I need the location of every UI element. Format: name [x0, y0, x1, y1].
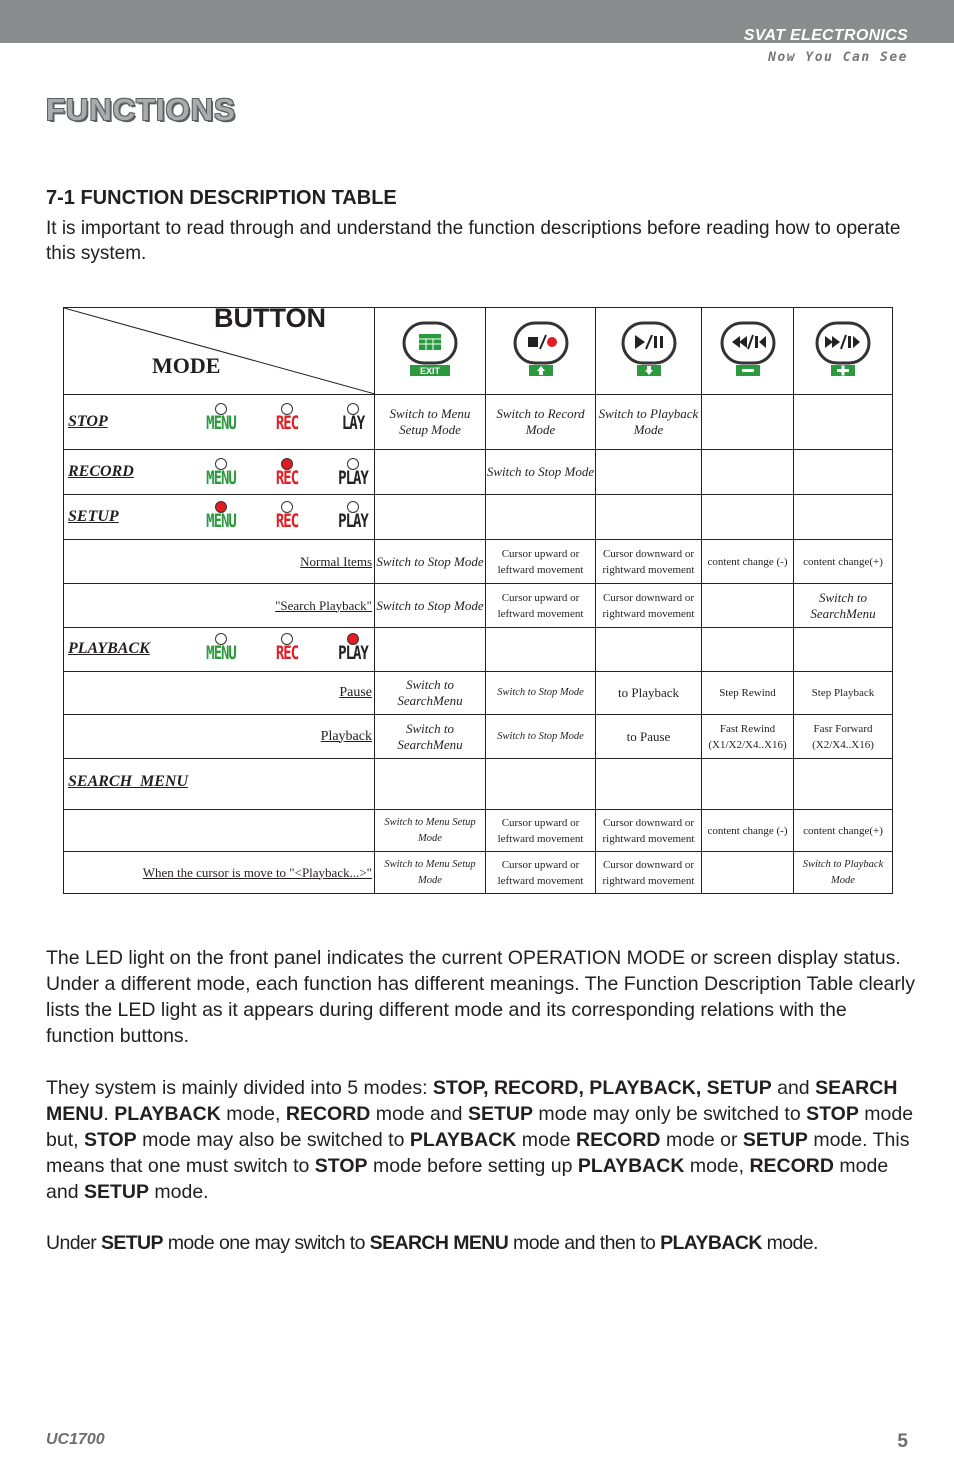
playback-mode-name: PLAYBACK [68, 640, 150, 657]
table-header-row [64, 308, 893, 395]
section-title: 7-1 FUNCTION DESCRIPTION TABLE [46, 187, 397, 209]
p2-run: STOP, RECORD, PLAYBACK, SETUP [432, 1077, 772, 1099]
setup-search-c2: Cursor upward or leftward movement [486, 584, 596, 628]
search-menu-r2-c5: Switch to Playback Mode [794, 852, 893, 894]
setup-normal-c5: content change(+) [794, 540, 893, 584]
playback-play-label: Playback [64, 715, 375, 759]
play-led-label: PLAY [338, 511, 368, 533]
record-mode-name: RECORD [68, 463, 134, 480]
rec-led-label: REC [275, 511, 299, 533]
setup-normal-label: Normal Items [64, 540, 375, 584]
record-led-indicators [188, 458, 375, 490]
p2-run: mode, [684, 1155, 750, 1177]
play-pause-button-col [596, 308, 702, 395]
p2-run: . [103, 1103, 115, 1125]
playback-pause-c4: Step Rewind [702, 672, 794, 715]
playback-play-c5: Fasr Forward (X2/X4..X16) [794, 715, 893, 759]
playback-play-c1: Switch to SearchMenu [375, 715, 486, 759]
p2-run: mode [516, 1129, 577, 1151]
setup-normal-row [64, 540, 893, 584]
p2-run: mode before setting up [367, 1155, 578, 1177]
p2-run: PLAYBACK [577, 1155, 685, 1177]
p2-run: and [771, 1077, 816, 1099]
playback-pause-c1: Switch to SearchMenu [375, 672, 486, 715]
p3-run: Under [46, 1232, 101, 1254]
setup-normal-c4: content change (-) [702, 540, 794, 584]
menu-led-label: MENU [206, 511, 236, 533]
led-explanation-paragraph: The LED light on the front panel indicates the current OPERATION MODE or screen display status. Under a different mode, each function has different meanings. The Function Description Table clearly lists the LED light as it appears during different mode and its corresponding relations with the function buttons. [46, 947, 915, 1047]
record-mode-row [64, 450, 893, 495]
rec-led-label: REC [275, 643, 299, 665]
playback-play-c2: Switch to Stop Mode [486, 715, 596, 759]
play-led-label: PLAY [338, 468, 368, 490]
rewind-icon [720, 321, 776, 377]
search-menu-row-1 [64, 810, 893, 852]
stop-record-action: Switch to Record Mode [486, 395, 596, 450]
page-number: 5 [897, 1431, 908, 1452]
playback-play-row [64, 715, 893, 759]
search-menu-r2-c2: Cursor upward or leftward movement [486, 852, 596, 894]
playback-led-indicators [188, 633, 375, 665]
p2-run: SETUP [467, 1103, 533, 1125]
setup-search-row [64, 584, 893, 628]
function-table [63, 307, 893, 894]
exit-caption: EXIT [419, 365, 441, 376]
p3-run: SEARCH MENU [369, 1232, 509, 1254]
search-menu-row-2 [64, 852, 893, 894]
p2-run: SETUP [742, 1129, 808, 1151]
setup-search-c1: Switch to Stop Mode [375, 584, 486, 628]
search-menu-mode-cell [64, 759, 375, 810]
playback-mode-cell [64, 628, 375, 672]
setup-normal-c1: Switch to Stop Mode [375, 540, 486, 584]
record-stop-action: Switch to Stop Mode [486, 450, 596, 495]
button-header-label: BUTTON [214, 307, 326, 333]
playback-pause-c3: to Playback [596, 672, 702, 715]
search-menu-r1-c3: Cursor downward or rightward movement [596, 810, 702, 852]
play-led-label: LAY [341, 413, 365, 435]
setup-mode-name: SETUP [68, 508, 119, 525]
stop-exit-action: Switch to Menu Setup Mode [375, 395, 486, 450]
stop-play-action: Switch to Playback Mode [596, 395, 702, 450]
p2-run: SETUP [83, 1181, 149, 1203]
p3-run: PLAYBACK [660, 1232, 762, 1254]
menu-led-label: MENU [206, 413, 236, 435]
stop-mode-row [64, 395, 893, 450]
forward-icon [815, 321, 871, 377]
rec-led-label: REC [275, 468, 299, 490]
forward-button-col [794, 308, 893, 395]
search-menu-r2-c1: Switch to Menu Setup Mode [375, 852, 486, 894]
menu-led-label: MENU [206, 643, 236, 665]
setup-mode-cell [64, 495, 375, 540]
search-menu-r1-c4: content change (-) [702, 810, 794, 852]
button-mode-header [64, 308, 375, 395]
menu-exit-button-col [375, 308, 486, 395]
playback-mode-row [64, 628, 893, 672]
modes-paragraph [46, 1075, 916, 1205]
p2-run: PLAYBACK [409, 1129, 517, 1151]
menu-exit-icon [402, 321, 458, 377]
search-menu-r1-c5: content change(+) [794, 810, 893, 852]
p3-run: mode one may switch to [162, 1232, 370, 1254]
stop-mode-cell [64, 395, 375, 450]
stop-mode-name: STOP [68, 413, 108, 430]
setup-led-indicators [188, 501, 375, 533]
playback-play-c4: Fast Rewind (X1/X2/X4..X16) [702, 715, 794, 759]
p2-run: mode, [220, 1103, 286, 1125]
stop-led-indicators [188, 403, 375, 435]
section-intro: It is important to read through and understand the function descriptions before reading how to operate this system. [46, 218, 901, 264]
rewind-button-col [702, 308, 794, 395]
page-title: FUNCTIONS [46, 92, 236, 127]
p2-run: mode. This means that one must switch to [46, 1129, 910, 1177]
setup-search-c5: Switch to SearchMenu [794, 584, 893, 628]
playback-pause-label: Pause [64, 672, 375, 715]
search-menu-r1-c1: Switch to Menu Setup Mode [375, 810, 486, 852]
p3-run: mode. [761, 1232, 818, 1254]
p2-run: STOP [806, 1103, 859, 1125]
p2-run: RECORD [576, 1129, 661, 1151]
setup-mode-row [64, 495, 893, 540]
setup-normal-c2: Cursor upward or leftward movement [486, 540, 596, 584]
record-mode-cell [64, 450, 375, 495]
p2-run: mode and [370, 1103, 468, 1125]
playback-play-c3: to Pause [596, 715, 702, 759]
brand-name: SVAT ELECTRONICS [743, 27, 908, 44]
search-menu-r1-c2: Cursor upward or leftward movement [486, 810, 596, 852]
p2-run: They system is mainly divided into 5 modes: [46, 1077, 433, 1099]
p2-run: STOP [83, 1129, 137, 1151]
p3-run: mode and then to [508, 1232, 661, 1254]
brand-tagline: Now You Can See [768, 50, 908, 65]
rec-led-label: REC [275, 413, 299, 435]
p2-run: STOP [314, 1155, 368, 1177]
setup-normal-c3: Cursor downward or rightward movement [596, 540, 702, 584]
p2-run: PLAYBACK [114, 1103, 221, 1125]
p2-run: RECORD [749, 1155, 834, 1177]
setup-switch-paragraph [46, 1230, 916, 1256]
mode-header-label: MODE [152, 353, 221, 378]
search-menu-mode-name: SEARCH MENU [68, 773, 189, 790]
p2-run: SEARCH MENU [46, 1077, 898, 1125]
stop-record-icon [513, 321, 569, 377]
stop-record-button-col [486, 308, 596, 395]
p2-run: mode may only be switched to [532, 1103, 807, 1125]
playback-pause-row [64, 672, 893, 715]
setup-search-c3: Cursor downward or rightward movement [596, 584, 702, 628]
p3-run: SETUP [100, 1232, 163, 1254]
menu-led-label: MENU [206, 468, 236, 490]
playback-pause-c2: Switch to Stop Mode [486, 672, 596, 715]
p2-run: RECORD [285, 1103, 371, 1125]
p2-run: mode and [46, 1155, 889, 1203]
p2-run: mode or [660, 1129, 743, 1151]
p2-run: mode may also be switched to [136, 1129, 410, 1151]
p2-run: mode but, [46, 1103, 914, 1151]
search-menu-mode-row [64, 759, 893, 810]
footer-model: UC1700 [46, 1431, 105, 1448]
playback-pause-c5: Step Playback [794, 672, 893, 715]
setup-search-label: "Search Playback" [64, 584, 375, 628]
search-menu-r2-c3: Cursor downward or rightward movement [596, 852, 702, 894]
play-pause-icon [621, 321, 677, 377]
play-led-label: PLAY [338, 643, 368, 665]
search-menu-r2-label: When the cursor is move to "<Playback...>" [64, 852, 375, 894]
p2-run: mode. [148, 1181, 209, 1203]
